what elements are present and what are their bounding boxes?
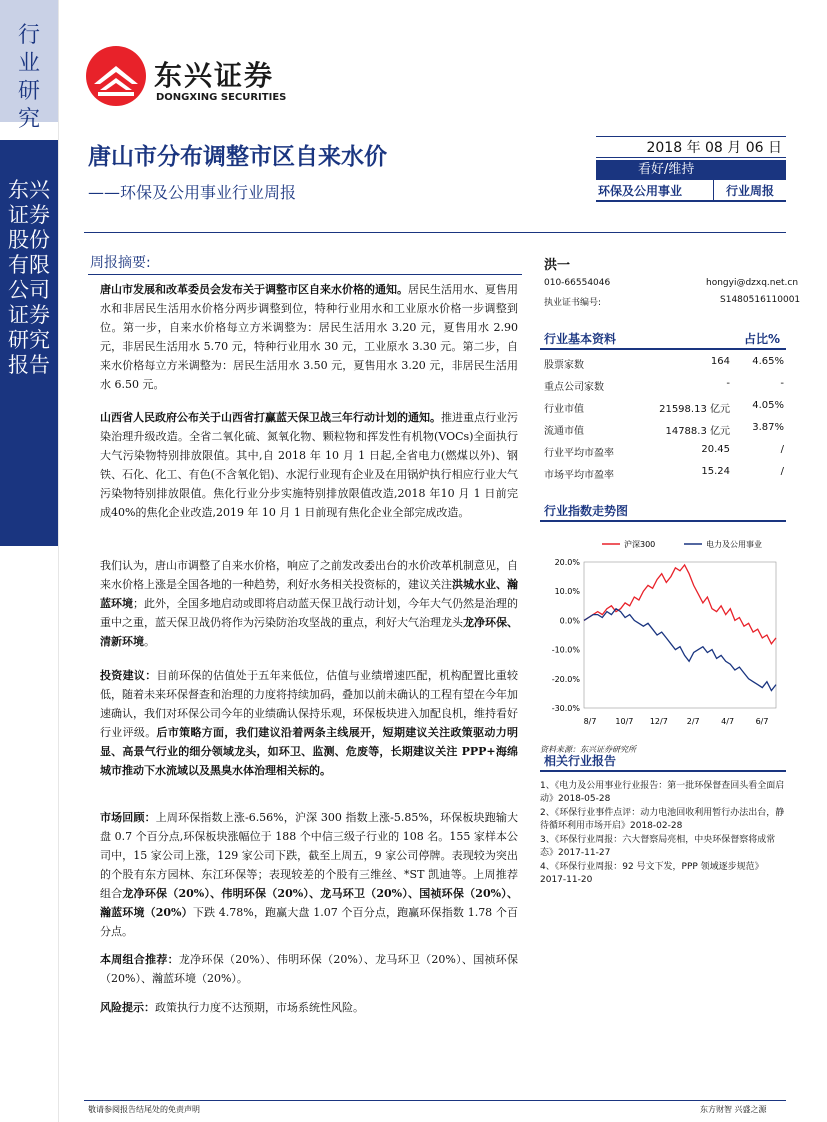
stat-row [544,374,784,396]
related-report-item[interactable]: 3、《环保行业周报：六大督察局亮相，中央环保督察将成常态》2017-11-27 [540,835,776,858]
stat-pct: 4.65% [752,356,784,367]
report-subtitle: ——环保及公用事业行业周报 [88,183,297,202]
basic-info-title: 行业基本资料 [544,332,617,346]
y-tick-label: 0.0% [559,616,580,626]
p4-bold-b: 后市策略方面，我们建议沿着两条主线展开，短期建议关注政策驱动力明显、高景气行业的细分领域龙头，如环卫、监测、危废等，长期建议关注 PPP+海绵城市推动下水流域以及黑臭水体治理相关标的。 [100,726,519,777]
p2-body: 推进重点行业污染治理升级改造。全省二氧化硫、氮氧化物、颗粒物和挥发性有机物(VOCs)全面执行大气污染物特别排放限值。其中,自 2018 年 10 月 1 日起,全省电力(燃煤以外)、钢铁、石化、化工、有色(不含氧化铝)、水泥行业现有企业及在用锅炉执行相应行业大气污染物特别排放限值。焦化行业分步实施特别排放限值改造,2018 年10 月 1 日前完成40%的焦化企业改造,2019 年 10 月 1 日前现有焦化企业全部完成改造。 [100,411,518,519]
p5-bold-b: 龙净环保（20%）、伟明环保（20%）、龙马环卫（20%）、国祯环保（20%）、瀚蓝环境（20%） [100,887,518,919]
stat-pct: / [780,444,784,455]
p5-body-b: 下跌 4.78%，跑赢大盘 1.07 个百分点，跑赢环保指数 1.78 个百分点。 [100,906,518,938]
x-tick-label: 8/7 [583,717,597,726]
summary-paragraph-4 [100,666,518,780]
trend-heading [540,502,786,522]
p2-lead: 山西省人民政府公布关于山西省打赢蓝天保卫战三年行动计划的通知。 [100,411,441,424]
footer-slogan: 东方财智 兴盛之源 [700,1105,767,1114]
p7-lead: 风险提示： [100,1001,155,1014]
header-divider [84,232,786,233]
related-heading [540,752,786,772]
stat-row [544,440,784,462]
p1-lead: 唐山市发展和改革委员会发布关于调整市区自来水价格的通知。 [100,283,408,296]
report-type-tag: 行业周报 [725,184,774,198]
y-tick-label: -10.0% [551,645,580,655]
y-tick-label: -20.0% [551,674,580,684]
p6-lead: 本周组合推荐： [100,953,179,966]
p5-body-a: 上周环保指数上涨-6.56%，沪深 300 指数上涨-5.85%，环保板块跑输大盘 0.7 个百分点,环保板块涨幅位于 188 个中信三级子行业的 108 名。155 家样本公司中，15 家公司上涨，129 家公司下跌，截至上周五，9 家公司停牌。表现较为突出的个股有东方园林、东江环保等；表现较差的个股有三维丝、*ST 凯迪等。上周推荐组合 [100,811,519,900]
basic-info-pct-head: 占比% [743,332,780,346]
stat-value: 21598.13 亿元 [659,404,730,415]
stat-label: 市场平均市盈率 [544,470,614,481]
industry-tag: 环保及公用事业 [596,180,714,200]
p3-body-a: 我们认为，唐山市调整了自来水价格，响应了之前发改委出台的水价改革机制意见，自来水价格上涨是全国各地的一种趋势，利好水务相关投资标的，建议关注 [100,559,518,591]
related-reports-list [540,780,786,888]
stat-pct: 3.87% [752,422,784,433]
stat-value: 164 [710,356,730,367]
y-tick-label: -30.0% [551,704,580,713]
stat-value: 14788.3 亿元 [665,426,730,437]
trend-title: 行业指数走势图 [544,504,629,518]
report-title: 唐山市分布调整市区自来水价 [88,144,387,170]
stat-value: 15.24 [701,466,730,477]
plot-frame [584,562,776,708]
stat-label: 股票家数 [544,360,584,371]
report-date: 2018 年 08 月 06 日 [596,136,786,158]
related-title: 相关行业报告 [544,754,617,768]
p6-body: 龙净环保（20%）、伟明环保（20%）、龙马环卫（20%）、国祯环保（20%）、瀚蓝环境（20%）。 [100,953,518,985]
summary-paragraph-7 [100,998,518,1017]
analyst-cert-number: S1480516110001 [720,295,801,305]
p5-lead: 市场回顾： [100,811,156,824]
stat-label: 重点公司家数 [544,382,604,393]
x-tick-label: 2/7 [686,717,700,726]
company-logo [84,44,354,108]
x-tick-label: 6/7 [755,717,769,726]
stat-label: 行业市值 [544,404,584,415]
stat-pct: 4.05% [752,400,784,411]
p3-body-b: ；此外，全国多地启动或即将启动蓝天保卫战行动计划，今年大气仍然是治理的重中之重，蓝天保卫战仍将作为污染防治攻坚战的重点，利好大气治理龙头 [100,597,518,629]
summary-paragraph-6 [100,950,518,988]
footer-divider [84,1100,786,1101]
analyst-name: 洪一 [544,258,571,273]
chart-source: 资料来源：东兴证券研究所 [540,745,636,754]
p4-body: 目前环保的估值处于五年来低位，估值与业绩增速匹配，机构配置比重较低，随着未来环保督查和治理的力度将持续加码，叠加以前未确认的工程有望在今年加速确认，我们对环保公司今年的业绩确认保持乐观，环保板块进入加配良机，维持看好行业评级。 [100,669,519,739]
legend-label: 沪深300 [624,540,656,549]
stat-row [544,396,784,418]
stat-row [544,352,784,374]
summary-paragraph-5 [100,808,518,941]
x-tick-label: 10/7 [615,717,634,726]
y-tick-label: 20.0% [554,558,580,567]
stat-value: 20.45 [701,444,730,455]
sidebar-company-label: 东兴证券股份有限公司证券研究报告 [8,178,50,377]
p1-body: 居民生活用水、夏售用水和非居民生活用水价格分两步调整到位，特种行业用水和工业原水价格一步调整到位。第一步，自来水价格每立方米调整为：居民生活用水 3.20 元，夏售用水 2.90 元，非居民生活用水 5.70 元，特种行业用水 30 元，工业原水 3.30 元。第二步，自来水价格每立方米调整为：居民生活用水 3.50 元，夏售用水 3.20 元，非居民生活用水 6.50 元。 [100,283,518,391]
stat-pct: - [780,378,784,389]
rating-badge: 看好/维持 [596,160,786,180]
p3-body-c: 。 [144,635,155,648]
related-report-item[interactable]: 1、《电力及公用事业行业报告：第一批环保督查回头看全面启动》2018-05-28 [540,781,785,804]
summary-paragraph-1 [100,280,518,394]
summary-paragraph-3 [100,556,518,651]
p7-body: 政策执行力度不达预期，市场系统性风险。 [155,1001,364,1014]
p3-bold-b: 龙净环保、清新环境 [100,616,518,648]
analyst-email[interactable]: hongyi@dzxq.net.cn [706,278,799,288]
basic-info-heading [540,330,786,350]
stat-row [544,418,784,440]
stat-row [544,462,784,484]
summary-heading: 周报摘要: [90,255,151,271]
report-tags [596,180,786,202]
series-line [584,609,776,691]
sidebar-category-label: 行业研究 [17,23,40,132]
related-report-item[interactable]: 2、《环保行业事件点评：动力电池回收利用暂行办法出台，静待循环利用市场开启》2018-02-28 [540,808,785,831]
stat-value: - [726,378,730,389]
footer-disclaimer: 敬请参阅报告结尾处的免责声明 [88,1105,200,1114]
trend-chart-svg [540,530,786,730]
analyst-phone: 010-66554046 [544,278,611,288]
logo-mark-icon [84,44,148,108]
p3-bold-a: 洪城水业、瀚蓝环境 [100,578,518,610]
legend-label: 电力及公用事业 [706,540,762,549]
x-tick-label: 12/7 [649,717,668,726]
x-tick-label: 4/7 [721,717,735,726]
stat-label: 行业平均市盈率 [544,448,614,459]
industry-trend-chart [540,530,786,730]
related-report-item[interactable]: 4、《环保行业周报：92 号文下发，PPP 领域逐步规范》2017-11-20 [540,862,764,885]
stat-pct: / [780,466,784,477]
page-divider [58,0,59,1122]
logo-name-cn: 东兴证券 [154,59,275,92]
stat-label: 流通市值 [544,426,584,437]
analyst-cert-label: 执业证书编号: [544,298,602,308]
y-tick-label: 10.0% [554,587,580,597]
report-meta-box [596,136,786,202]
summary-paragraph-2 [100,408,518,522]
series-line [584,565,776,644]
summary-divider [88,274,522,275]
logo-name-en: DONGXING SECURITIES [156,92,287,103]
p4-lead: 投资建议： [100,669,157,682]
